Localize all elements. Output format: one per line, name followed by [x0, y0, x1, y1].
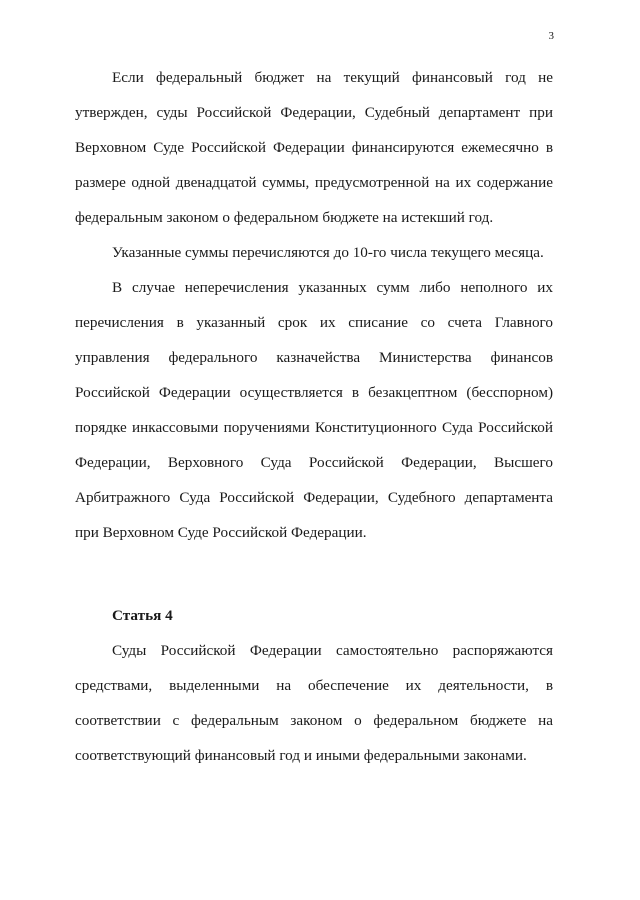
article-heading: Статья 4	[112, 607, 173, 624]
document-body	[75, 60, 553, 773]
paragraph-funds-disposal: Суды Российской Федерации самостоятельно распоряжаются средствами, выделенными на обеспечение их деятельности, в соответствии с федеральным законом о федеральном бюджете на соответствующий финансовый год и иными федеральными законами.	[75, 642, 553, 764]
paragraph-non-transfer: В случае неперечисления указанных сумм либо неполного их перечисления в указанный срок их списание со счета Главного управления федерального казначейства Министерства финансов Российской Федерации осуществляется в безакцептном (бесспорном) порядке инкассовыми поручениями Конституционного Суда Российской Федерации, Верховного Суда Российской Федерации, Высшего Арбитражного Суда Российской Федерации, Судебного департамента при Верховном Суде Российской Федерации.	[75, 279, 553, 541]
paragraph-budget-not-approved: Если федеральный бюджет на текущий финансовый год не утвержден, суды Российской Федерации, Судебный департамент при Верховном Суде Российской Федерации финансируются ежемесячно в размере одной двенадцатой суммы, предусмотренной на их содержание федеральным законом о федеральном бюджете на истекший год.	[75, 69, 553, 226]
paragraph-transfer-deadline: Указанные суммы перечисляются до 10-го числа текущего месяца.	[112, 244, 544, 261]
page-number: 3	[548, 30, 554, 42]
